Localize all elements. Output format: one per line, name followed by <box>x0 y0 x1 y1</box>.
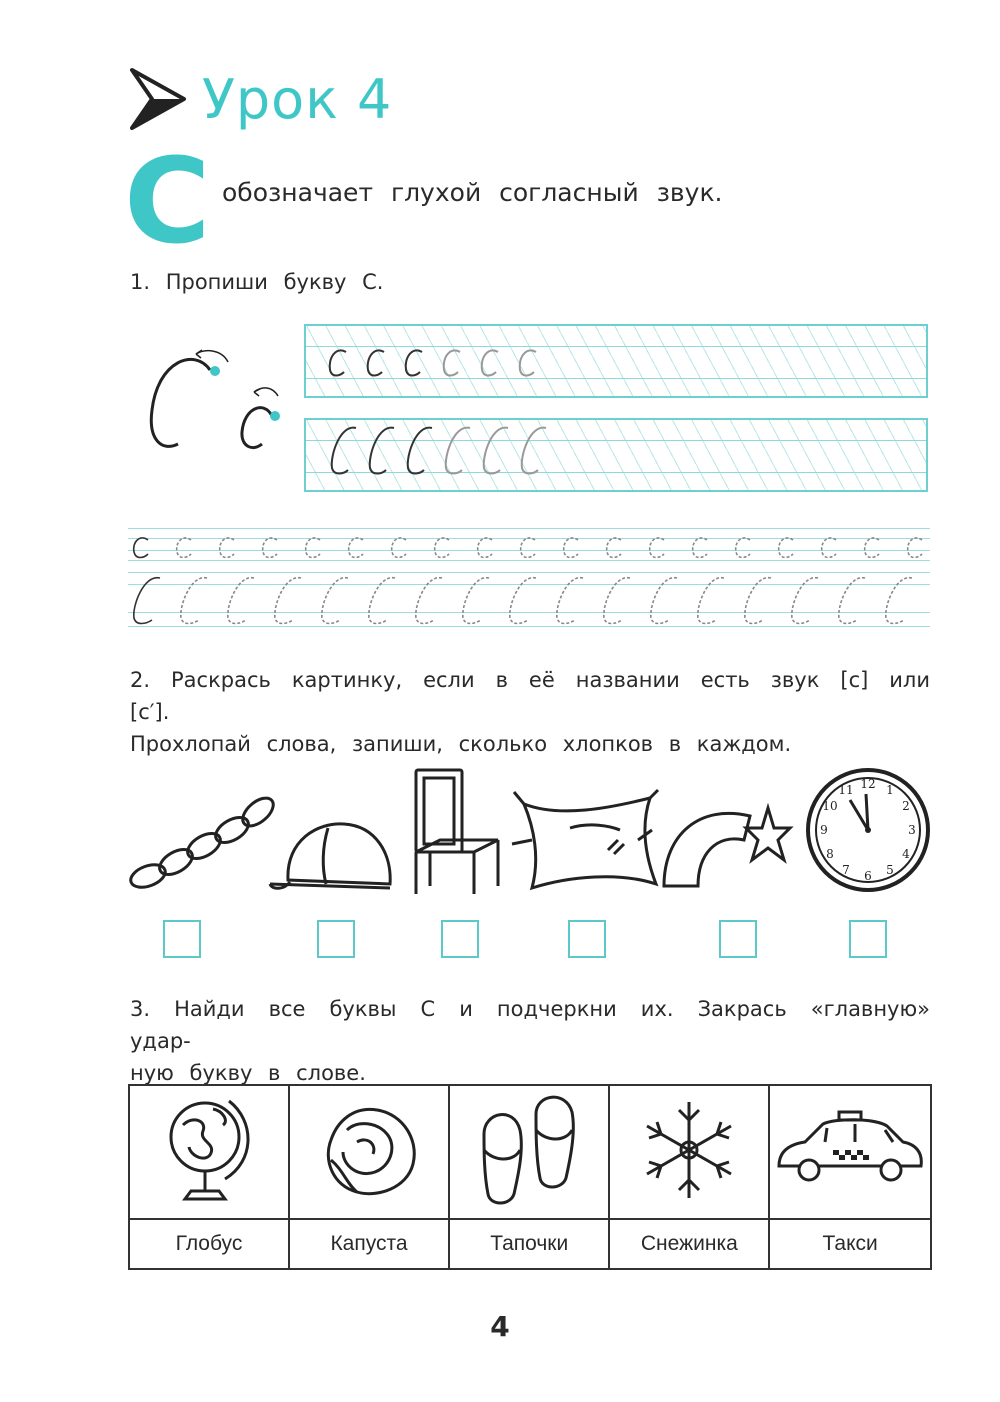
chain-icon <box>128 784 290 894</box>
svg-text:2: 2 <box>902 799 910 813</box>
task-3-instruction: 3. Найди все буквы С и подчеркни их. Закрась «главную» удар- ную букву в слове. <box>130 997 930 1085</box>
svg-text:4: 4 <box>902 847 910 861</box>
big-letter: С <box>124 132 211 270</box>
answer-box-3[interactable] <box>441 920 479 958</box>
uppercase-c-tracing <box>326 422 566 478</box>
svg-text:5: 5 <box>886 863 894 877</box>
tracing-row-lowercase[interactable] <box>128 528 930 562</box>
word-tapochki: Тапочки <box>449 1219 609 1269</box>
svg-text:6: 6 <box>864 869 872 883</box>
task-1-instruction: 1. Пропиши букву С. <box>130 270 384 294</box>
svg-text:11: 11 <box>838 783 854 797</box>
cabbage-cell <box>289 1085 449 1219</box>
answer-box-1[interactable] <box>163 920 201 958</box>
copybook-box-lowercase[interactable] <box>304 324 928 398</box>
task-2-instruction: 2. Раскрась картинку, если в её названии есть звук [с] или [с′]. Прохлопай слова, запиши, сколько хлопков в каждом. <box>130 668 930 756</box>
svg-text:9: 9 <box>820 823 828 837</box>
lowercase-c-tracing <box>326 344 546 380</box>
pillow-icon <box>510 788 660 896</box>
letter-description: обозначает глухой согласный звук. <box>222 178 723 207</box>
answer-box-6[interactable] <box>849 920 887 958</box>
lesson-title: Урок 4 <box>202 68 393 131</box>
slippers-cell <box>449 1085 609 1219</box>
taxi-cell <box>769 1085 931 1219</box>
arrow-icon <box>130 68 186 130</box>
page-number: 4 <box>490 1310 510 1343</box>
globe-cell <box>129 1085 289 1219</box>
copybook-box-uppercase[interactable] <box>304 418 928 492</box>
chair-icon <box>410 768 502 898</box>
svg-text:12: 12 <box>860 777 876 791</box>
cabbage-icon <box>317 1100 421 1200</box>
svg-text:3: 3 <box>908 823 916 837</box>
comet-icon <box>660 794 792 890</box>
answer-box-5[interactable] <box>719 920 757 958</box>
svg-text:7: 7 <box>842 863 850 877</box>
helmet-icon <box>268 818 394 892</box>
snowflake-cell <box>609 1085 769 1219</box>
svg-text:10: 10 <box>822 799 838 813</box>
word-snezhinka: Снежинка <box>609 1219 769 1269</box>
svg-text:8: 8 <box>826 847 834 861</box>
word-taksi: Такси <box>769 1219 931 1269</box>
svg-text:1: 1 <box>886 783 894 797</box>
snowflake-icon <box>639 1098 739 1202</box>
letter-c-sample-icon <box>140 340 290 460</box>
slippers-icon <box>474 1090 584 1210</box>
word-globus: Глобус <box>129 1219 289 1269</box>
answer-box-4[interactable] <box>568 920 606 958</box>
words-table <box>128 1084 932 1270</box>
tracing-row-uppercase[interactable] <box>128 572 930 628</box>
answer-box-2[interactable] <box>317 920 355 958</box>
clock-icon <box>804 766 932 894</box>
taxi-icon <box>775 1110 925 1190</box>
word-kapusta: Капуста <box>289 1219 449 1269</box>
globe-icon <box>159 1091 259 1209</box>
